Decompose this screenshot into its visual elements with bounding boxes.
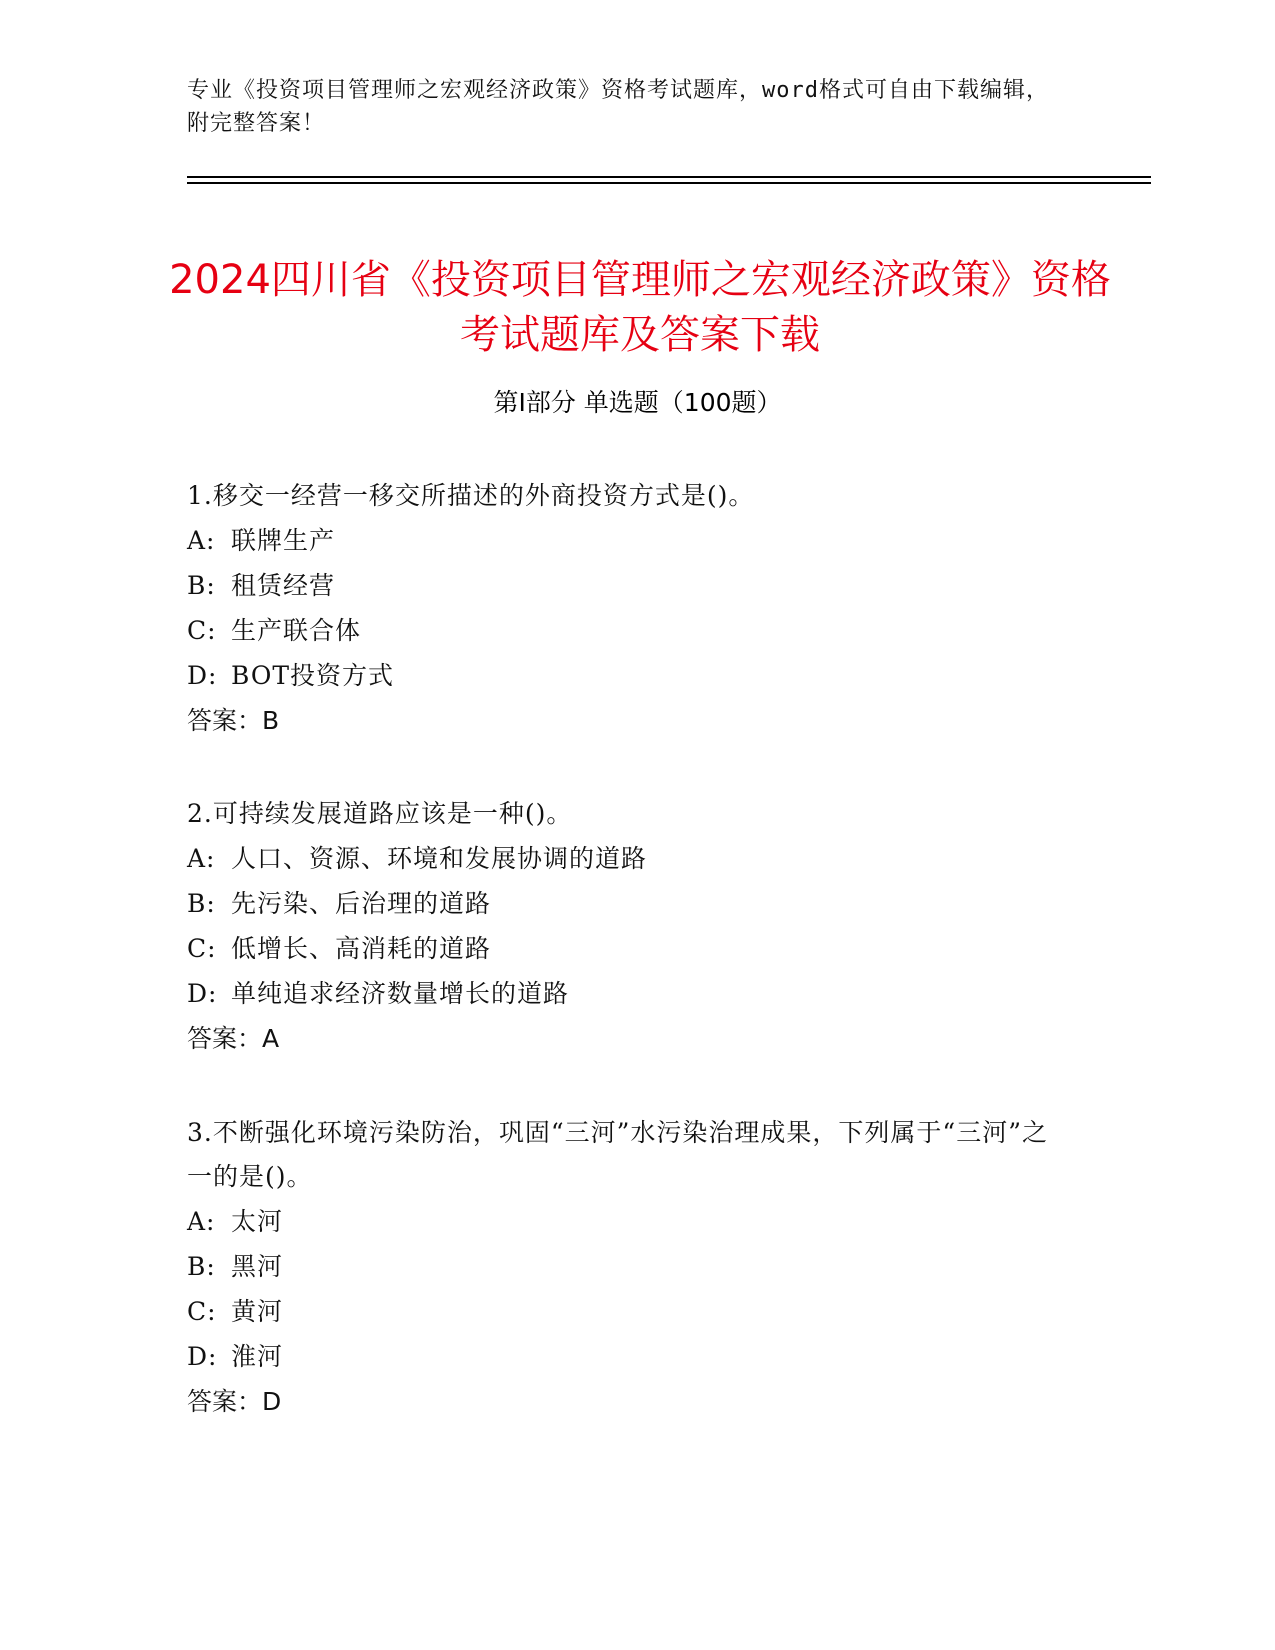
- option-key: A:: [187, 844, 216, 873]
- option-text: 租赁经营: [231, 571, 336, 600]
- question-stem: 1.移交一经营一移交所描述的外商投资方式是()。: [187, 481, 755, 510]
- question-stem: 2.可持续发展道路应该是一种()。: [187, 799, 573, 828]
- answer: 答案：D: [187, 1387, 282, 1416]
- option-key: C:: [187, 934, 217, 963]
- option-b: [187, 881, 1067, 926]
- option-d: [187, 971, 1067, 1016]
- option-key: D:: [187, 661, 218, 690]
- header-note: 专业《投资项目管理师之宏观经济政策》资格考试题库，word格式可自由下载编辑，附完整答案！: [187, 78, 1049, 136]
- option-d: [187, 1334, 1067, 1379]
- option-b: [187, 1244, 1067, 1289]
- option-c: [187, 1289, 1067, 1334]
- question-2: [187, 792, 1067, 1061]
- option-key: B:: [187, 571, 216, 600]
- option-text: BOT投资方式: [231, 661, 395, 690]
- answer: 答案：A: [187, 1024, 280, 1053]
- option-text: 联牌生产: [231, 526, 336, 555]
- option-key: C:: [187, 1297, 217, 1326]
- option-c: [187, 608, 1067, 653]
- header-divider-bottom: [187, 182, 1151, 184]
- option-key: A:: [187, 526, 216, 555]
- option-b: [187, 563, 1067, 608]
- option-key: D:: [187, 1342, 218, 1371]
- option-key: D:: [187, 979, 218, 1008]
- option-text: 低增长、高消耗的道路: [231, 934, 492, 963]
- section-title: 第I部分 单选题（100题）: [493, 388, 782, 417]
- document-title: 2024四川省《投资项目管理师之宏观经济政策》资格考试题库及答案下载: [169, 256, 1111, 358]
- option-key: B:: [187, 889, 216, 918]
- option-a: [187, 1199, 1067, 1244]
- option-text: 黑河: [231, 1252, 284, 1281]
- option-key: B:: [187, 1252, 216, 1281]
- option-text: 淮河: [231, 1342, 284, 1371]
- option-text: 先污染、后治理的道路: [231, 889, 492, 918]
- option-d: [187, 653, 1067, 698]
- answer: 答案：B: [187, 706, 280, 735]
- question-stem: 3.不断强化环境污染防治，巩固“三河”水污染治理成果，下列属于“三河”之一的是()。: [187, 1118, 1048, 1191]
- option-a: [187, 518, 1067, 563]
- option-c: [187, 926, 1067, 971]
- header-divider-top: [187, 176, 1151, 178]
- option-text: 生产联合体: [231, 616, 362, 645]
- option-text: 单纯追求经济数量增长的道路: [231, 979, 570, 1008]
- question-1: [187, 474, 1067, 743]
- option-a: [187, 836, 1067, 881]
- option-key: A:: [187, 1207, 216, 1236]
- option-key: C:: [187, 616, 217, 645]
- option-text: 黄河: [231, 1297, 284, 1326]
- option-text: 太河: [231, 1207, 284, 1236]
- question-3: [187, 1111, 1067, 1424]
- option-text: 人口、资源、环境和发展协调的道路: [231, 844, 648, 873]
